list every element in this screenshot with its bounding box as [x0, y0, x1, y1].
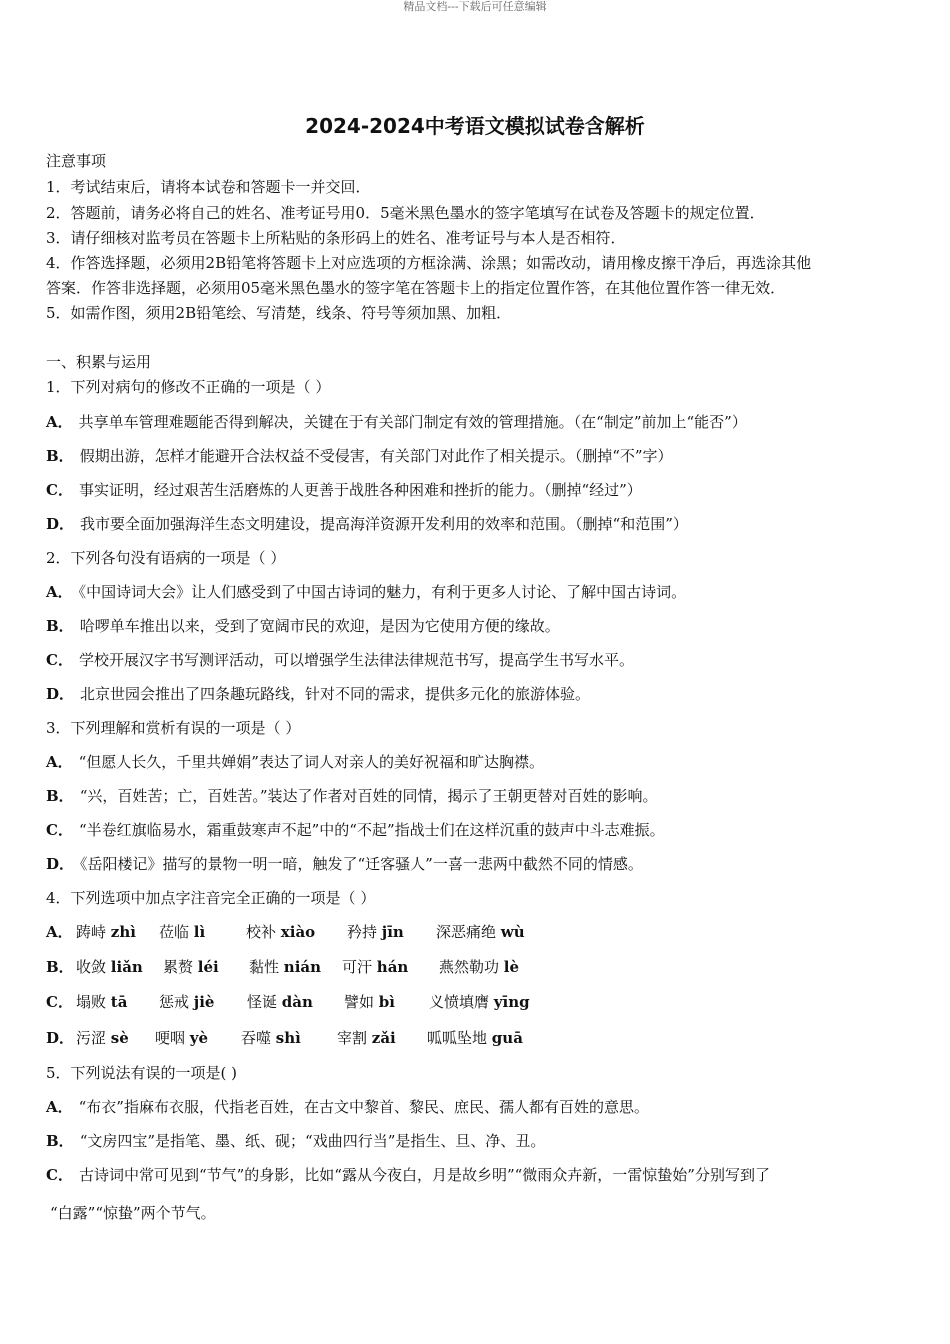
question-stem: 4．下列选项中加点字注音完全正确的一项是（ ） [46, 889, 376, 907]
pinyin: shì [275, 1029, 301, 1047]
question-stem: 3．下列理解和赏析有误的一项是（ ） [46, 719, 301, 737]
word: 吞噬 [241, 1029, 272, 1047]
option-text: “兴，百姓苦；亡，百姓苦。”装达了作者对百姓的同情，揭示了王朝更替对百姓的影响。 [79, 787, 658, 805]
option-label: B． [46, 1132, 74, 1150]
pinyin: zǎi [371, 1029, 396, 1047]
page-title: 2024-2024中考语文模拟试卷含解析 [305, 114, 645, 138]
option-label: C． [46, 481, 73, 499]
option-text: 事实证明，经过艰苦生活磨炼的人更善于战胜各种困难和挫折的能力。（删掉“经过”） [78, 481, 642, 499]
option [46, 854, 643, 874]
word: 怪诞 [247, 993, 278, 1011]
word: 可汗 [342, 958, 373, 976]
word: 义愤填膺 [429, 993, 490, 1011]
pinyin-option-row [46, 992, 530, 1012]
option [46, 752, 544, 772]
option-continuation: “白露”“惊蛰”两个节气。 [50, 1204, 216, 1222]
word: 深恶痛绝 [436, 923, 497, 941]
option [46, 616, 560, 636]
option-label: C． [46, 1166, 73, 1184]
option [46, 684, 590, 704]
pinyin: dàn [281, 993, 313, 1011]
pinyin: yīng [493, 993, 530, 1011]
option-text: 北京世园会推出了四条趣玩路线，针对不同的需求，提供多元化的旅游体验。 [80, 685, 591, 703]
option-text: 我市要全面加强海洋生态文明建设，提高海洋资源开发利用的效率和范围。（删掉“和范围”） [80, 515, 688, 533]
word: 累赘 [163, 958, 194, 976]
option-label: B． [46, 447, 74, 465]
option [46, 446, 673, 466]
option-text: 哈啰单车推出以来，受到了宽阔市民的欢迎，是因为它使用方便的缘故。 [79, 617, 560, 635]
option [46, 412, 747, 432]
option-label: A． [46, 583, 73, 601]
option-label: A． [46, 1098, 73, 1116]
option [46, 1165, 770, 1185]
pinyin-option-row [46, 1028, 523, 1048]
option-label: C． [46, 651, 73, 669]
option-text: “布衣”指麻布衣服，代指老百姓，在古文中黎首、黎民、庶民、孺人都有百姓的意思。 [78, 1098, 649, 1116]
option-label: B． [46, 958, 74, 976]
pinyin: nián [283, 958, 322, 976]
word: 呱呱坠地 [427, 1029, 488, 1047]
pinyin: léi [197, 958, 219, 976]
word: 收敛 [76, 958, 107, 976]
notice-item: 答案．作答非选择题，必须用05毫米黑色墨水的签字笔在答题卡上的指定位置作答，在其他位置作答一律无效． [46, 279, 786, 297]
pinyin: xiào [280, 923, 316, 941]
option-label: C． [46, 821, 73, 839]
notice-item: 3．请仔细核对监考员在答题卡上所粘贴的条形码上的姓名、准考证号与本人是否相符． [46, 229, 626, 247]
word: 莅临 [159, 923, 190, 941]
pinyin: lè [503, 958, 520, 976]
word: 宰割 [337, 1029, 368, 1047]
word: 校补 [246, 923, 277, 941]
notice-item: 5．如需作图，须用2B铅笔绘、写清楚，线条、符号等须加黑、加粗． [46, 304, 512, 322]
notice-item: 2．答题前，请务必将自己的姓名、准考证号用0．5毫米黑色墨水的签字笔填写在试卷及答题卡的规定位置． [46, 204, 765, 222]
option-text: 共享单车管理难题能否得到解决，关键在于有关部门制定有效的管理措施。（在“制定”前加上“能否”） [78, 413, 747, 431]
notice-item: 4．作答选择题，必须用2B铅笔将答题卡上对应选项的方框涂满、涂黑；如需改动，请用橡皮擦干净后，再选涂其他 [46, 254, 812, 272]
pinyin-option-row [46, 922, 525, 942]
notice-heading: 注意事项 [46, 152, 107, 170]
option-label: D． [46, 685, 75, 703]
pinyin: liǎn [110, 958, 143, 976]
option-text: 学校开展汉字书写测评活动，可以增强学生法律法律规范书写，提高学生书写水平。 [78, 651, 634, 669]
pinyin: jīn [381, 923, 404, 941]
option [46, 480, 642, 500]
word: 踌峙 [76, 923, 107, 941]
question-stem: 1．下列对病句的修改不正确的一项是（ ） [46, 378, 331, 396]
option-label: A． [46, 753, 73, 771]
word: 哽咽 [155, 1029, 186, 1047]
word: 燕然勒功 [439, 958, 500, 976]
option [46, 786, 658, 806]
option-text: “半卷红旗临易水，霜重鼓寒声不起”中的“不起”指战士们在这样沉重的鼓声中斗志难振。 [78, 821, 665, 839]
pinyin: yè [189, 1029, 209, 1047]
option [46, 820, 665, 840]
option [46, 1097, 649, 1117]
option-label: D． [46, 1029, 75, 1047]
option-text: “但愿人长久，千里共婵娟”表达了词人对亲人的美好祝福和旷达胸襟。 [78, 753, 544, 771]
watermark: 精品文档---下载后可任意编辑 [403, 0, 547, 13]
option-label: A． [46, 923, 73, 941]
word: 塌败 [76, 993, 107, 1011]
option-label: C． [46, 993, 73, 1011]
pinyin: lì [193, 923, 206, 941]
pinyin: guā [491, 1029, 523, 1047]
option-text: 古诗词中常可见到“节气”的身影，比如“露从今夜白，月是故乡明”“微雨众卉新，一雷惊蛰始”分别写到了 [78, 1166, 770, 1184]
option-label: D． [46, 855, 75, 873]
word: 污涩 [76, 1029, 107, 1047]
pinyin-option-row [46, 957, 520, 977]
pinyin: zhì [110, 923, 136, 941]
pinyin: wù [500, 923, 525, 941]
word: 矜持 [347, 923, 378, 941]
option-text: 《岳阳楼记》描写的景物一明一暗，触发了“迁客骚人”一喜一悲两中截然不同的情感。 [80, 855, 643, 873]
notice-item: 1．考试结束后，请将本试卷和答题卡一并交回． [46, 178, 371, 196]
option-text: “文房四宝”是指笔、墨、纸、砚；“戏曲四行当”是指生、旦、净、丑。 [79, 1132, 546, 1150]
option-label: A． [46, 413, 73, 431]
option-label: B． [46, 787, 74, 805]
option-label: D． [46, 515, 75, 533]
option-text: 假期出游，怎样才能避开合法权益不受侵害，有关部门对此作了相关提示。（删掉“不”字） [79, 447, 673, 465]
word: 惩戒 [159, 993, 190, 1011]
option-text: 《中国诗词大会》让人们感受到了中国古诗词的魅力，有利于更多人讨论、了解中国古诗词。 [78, 583, 687, 601]
pinyin: jiè [193, 993, 215, 1011]
pinyin: bì [378, 993, 395, 1011]
option [46, 650, 634, 670]
pinyin: tā [110, 993, 128, 1011]
section-heading: 一、积累与运用 [46, 353, 152, 371]
option-label: B． [46, 617, 74, 635]
question-stem: 2．下列各句没有语病的一项是（ ） [46, 549, 286, 567]
pinyin: sè [110, 1029, 129, 1047]
option [46, 514, 688, 534]
question-stem: 5．下列说法有误的一项是( ) [46, 1064, 238, 1082]
word: 黏性 [249, 958, 280, 976]
pinyin: hán [376, 958, 409, 976]
option [46, 1131, 545, 1151]
option [46, 582, 686, 602]
word: 譬如 [344, 993, 375, 1011]
